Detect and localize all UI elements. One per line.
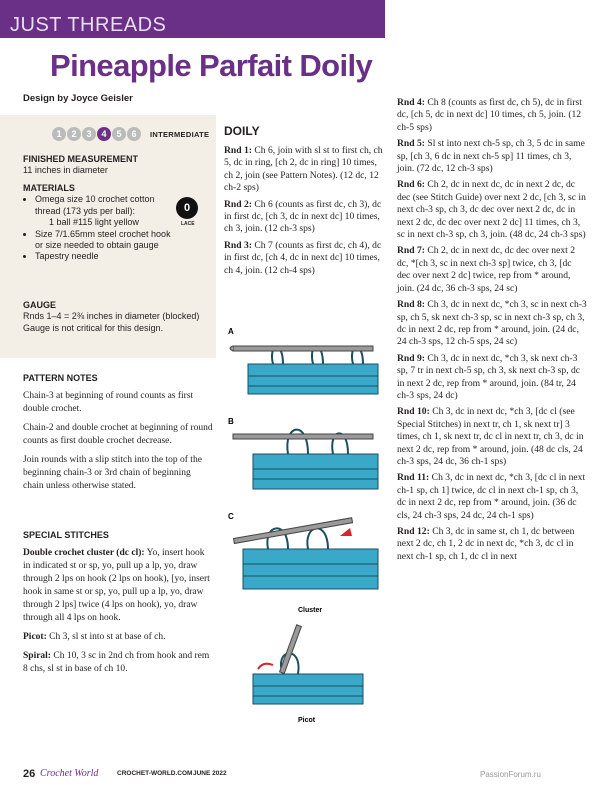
round	[224, 240, 387, 277]
arrow-icon	[258, 664, 273, 669]
magazine-name: Crochet World	[40, 768, 99, 779]
magazine-url: CROCHET-WORLD.COM	[117, 770, 193, 777]
byline: Design by Joyce Geisler	[23, 93, 133, 104]
round-label: Rnd 9:	[397, 352, 425, 364]
stitch-name: Spiral:	[23, 651, 51, 661]
pattern-note: Chain-3 at beginning of round counts as first double crochet.	[23, 391, 194, 414]
pattern-notes	[23, 372, 213, 499]
diagram-label-c: C	[228, 512, 234, 521]
stitch-diagram-svg	[228, 324, 388, 724]
round-text: Ch 3, dc in next dc, *ch 3, [dc cl (see Special Stitches) in next tr, ch 1, sk next tr] 3 times, ch 1, sk next tr, dc cl in next tr, ch 3, dc in next 2 dc, rep from * around, join. (48 dc cls, 24 ch-3 sps, 24 dc, 36 ch-1 sps)	[397, 406, 584, 467]
arrow-icon	[340, 528, 352, 536]
material-item: • Size 7/1.65mm steel crochet hook or size needed to obtain gauge	[35, 229, 173, 252]
stitch-name: Double crochet cluster (dc cl):	[23, 548, 145, 558]
round-text: Ch 2, dc in next dc, dc in next 2 dc, dc dec (see Stitch Guide) over next 2 dc, [ch 3, sc in next ch-3 sp, ch 3, dc dec over next 2 dc, dc in next 2 dc, dc dec over next 2 dc] 11 times, ch 3, sc in next ch-3 sp, ch 3, join. (48 dc, 24 ch-3 sps)	[397, 179, 586, 241]
round-text: Sl st into next ch-5 sp, ch 3, 5 dc in same sp, [ch 3, 6 dc in next ch-5 sp] 11 times, ch 3, join. (72 dc, 12 ch-3 sps)	[397, 138, 585, 175]
stitch-text: Yo, insert hook in indicated st or sp, yo, pull up a lp, yo, draw through 2 lps on hook (2 lps on hook), [yo, insert hook in same st or sp, yo, pull up a lp, yo, draw through 2 lps] twice (4 lps on hook), yo, draw through all 4 lps on hook.	[23, 548, 210, 623]
material-item: • Omega size 10 crochet cotton thread (173 yds per ball):	[35, 194, 173, 217]
crochet-hook-icon	[233, 434, 373, 439]
round	[397, 472, 587, 522]
round-text: Ch 2, dc in next dc, dc dec over next 2 dc, *[ch 3, sc in next ch-3 sp] twice, ch 3, [dc dec over next 2 dc] twice, rep from * around, join. (24 dc, 36 ch-3 sps, 24 sc)	[397, 245, 575, 294]
gauge	[23, 300, 213, 334]
diagram-caption-picot: Picot	[298, 717, 316, 724]
round-label: Rnd 3:	[224, 239, 252, 251]
special-stitches	[23, 529, 213, 682]
round-label: Rnd 2:	[224, 198, 252, 210]
round-text: Ch 3, dc in next dc, *ch 3, sk next ch-3 sp, 7 tr in next ch-5 sp, ch 3, sk next ch-3 sp, dc in next 2 dc, rep from * around, join. (84 tr, 24 ch-3 sps, 24 dc)	[397, 352, 581, 401]
round-label: Rnd 5:	[397, 138, 425, 150]
round-label: Rnd 6:	[397, 179, 425, 191]
diagram-a-fabric	[248, 346, 378, 394]
stitch-item	[23, 650, 213, 676]
skill-dot-1: 1	[52, 127, 66, 141]
round-label: Rnd 4:	[397, 97, 425, 108]
diagram-caption-cluster: Cluster	[298, 607, 323, 614]
round	[397, 353, 587, 403]
stitch-diagrams	[228, 324, 388, 724]
yarn-weight-label: LACE	[181, 221, 195, 227]
doily-instructions-col2	[224, 145, 387, 281]
round-text: Ch 6, join with sl st to first ch, ch 5, dc in ring, [ch 2, dc in ring] 10 times, ch 2, join (see Pattern Notes). (12 dc, 12 ch-2 sps)	[224, 145, 383, 194]
round-text: Ch 3, dc in next dc, *ch 3, sc in next ch-3 sp, ch 5, sk next ch-3 sp, sc in next ch-3 sp, ch 3, dc in next 2 dc, rep from * around, join. (24 dc, 24 ch-3 sps, 12 ch-5 sps, 24 sc)	[397, 299, 587, 348]
material-item: 1 ball #115 light yellow	[49, 217, 139, 228]
round-text: Ch 8 (counts as first dc, ch 5), dc in first dc, [ch 5, dc in next dc] 10 times, ch 5, join. (12 ch-5 sps)	[397, 97, 582, 133]
round-text: Ch 3, dc in same st, ch 1, dc between next 2 dc, ch 1, 2 dc in next dc, *ch 3, dc cl in next ch-1 sp, ch 1, dc cl in next	[397, 526, 575, 562]
page-number: 26	[23, 768, 36, 780]
stitch-name: Picot:	[23, 632, 47, 642]
round	[397, 179, 587, 241]
pattern-note: Join rounds with a slip stitch into the top of the beginning chain-3 or 3rd chain of beginning chain unless otherwise stated.	[23, 455, 202, 491]
round-label: Rnd 10:	[397, 406, 430, 418]
skill-dot-4: 4	[97, 127, 111, 141]
round	[397, 526, 587, 563]
round-label: Rnd 11:	[397, 472, 430, 484]
round-label: Rnd 12:	[397, 526, 430, 537]
skill-dot-5: 5	[112, 127, 126, 141]
round	[397, 299, 587, 349]
round-text: Ch 3, dc in next dc, *ch 3, [dc cl in next ch-1 sp, ch 1] twice, dc cl in next ch-1 sp, ch 3, dc in next 2 dc, rep from * around, join. (36 dc cls, 24 ch-3 sps, 24 dc, 24 ch-1 sps)	[397, 472, 586, 521]
pattern-notes-heading: PATTERN NOTES	[23, 373, 98, 383]
round	[397, 97, 587, 134]
round-text: Ch 6 (counts as first dc, ch 3), dc in first dc, [ch 3, dc in next dc] 10 times, ch 3, join. (12 ch-3 sps)	[224, 198, 382, 235]
diagram-picot-fabric	[253, 653, 363, 704]
round	[224, 199, 387, 236]
doily-instructions-col3	[397, 97, 587, 567]
round-label: Rnd 1:	[224, 145, 252, 156]
stitch-item	[23, 631, 213, 644]
round	[397, 138, 587, 175]
watermark: PassionForum.ru	[480, 770, 541, 779]
material-item: • Tapestry needle	[35, 251, 173, 262]
crochet-hook-icon	[233, 518, 352, 544]
skill-dot-2: 2	[67, 127, 81, 141]
finished-heading: FINISHED MEASUREMENT	[23, 154, 139, 164]
round	[224, 145, 387, 195]
doily-heading: DOILY	[224, 124, 260, 138]
materials	[23, 183, 173, 263]
special-stitches-heading: SPECIAL STITCHES	[23, 530, 109, 540]
round	[397, 245, 587, 295]
issue-date: JUNE 2022	[193, 770, 227, 777]
round-label: Rnd 7:	[397, 245, 425, 257]
stitch-text: Ch 3, sl st into st at base of ch.	[49, 632, 166, 642]
skill-label: INTERMEDIATE	[150, 129, 210, 139]
round-text: Ch 7 (counts as first dc, ch 4), dc in first dc, [ch 4, dc in next dc] 10 times, ch 4, join. (12 ch-4 sps)	[224, 239, 382, 276]
skill-level	[52, 127, 209, 141]
finished-measurement	[23, 154, 213, 177]
skill-dot-3: 3	[82, 127, 96, 141]
diagram-label-a: A	[228, 327, 234, 336]
finished-value: 11 inches in diameter	[23, 165, 108, 176]
yarn-weight-icon: 0	[176, 197, 198, 219]
diagram-label-b: B	[228, 417, 234, 426]
section-banner	[0, 0, 385, 38]
materials-heading: MATERIALS	[23, 183, 75, 193]
round-label: Rnd 8:	[397, 299, 425, 311]
gauge-note: Gauge is not critical for this design.	[23, 322, 164, 333]
gauge-heading: GAUGE	[23, 300, 57, 310]
page-title: Pineapple Parfait Doily	[50, 48, 373, 83]
stitch-item	[23, 547, 213, 625]
crochet-hook-icon	[230, 346, 373, 351]
pattern-note: Chain-2 and double crochet at beginning of round counts as first double crochet decrease.	[23, 423, 213, 446]
round	[397, 406, 587, 468]
gauge-text: Rnds 1–4 = 2⅜ inches in diameter (blocked)	[23, 311, 200, 322]
stitch-text: Ch 10, 3 sc in 2nd ch from hook and rem 8 chs, sl st in base of ch 10.	[23, 651, 210, 674]
skill-dot-6: 6	[127, 127, 141, 141]
section-title: JUST THREADS	[10, 14, 167, 36]
